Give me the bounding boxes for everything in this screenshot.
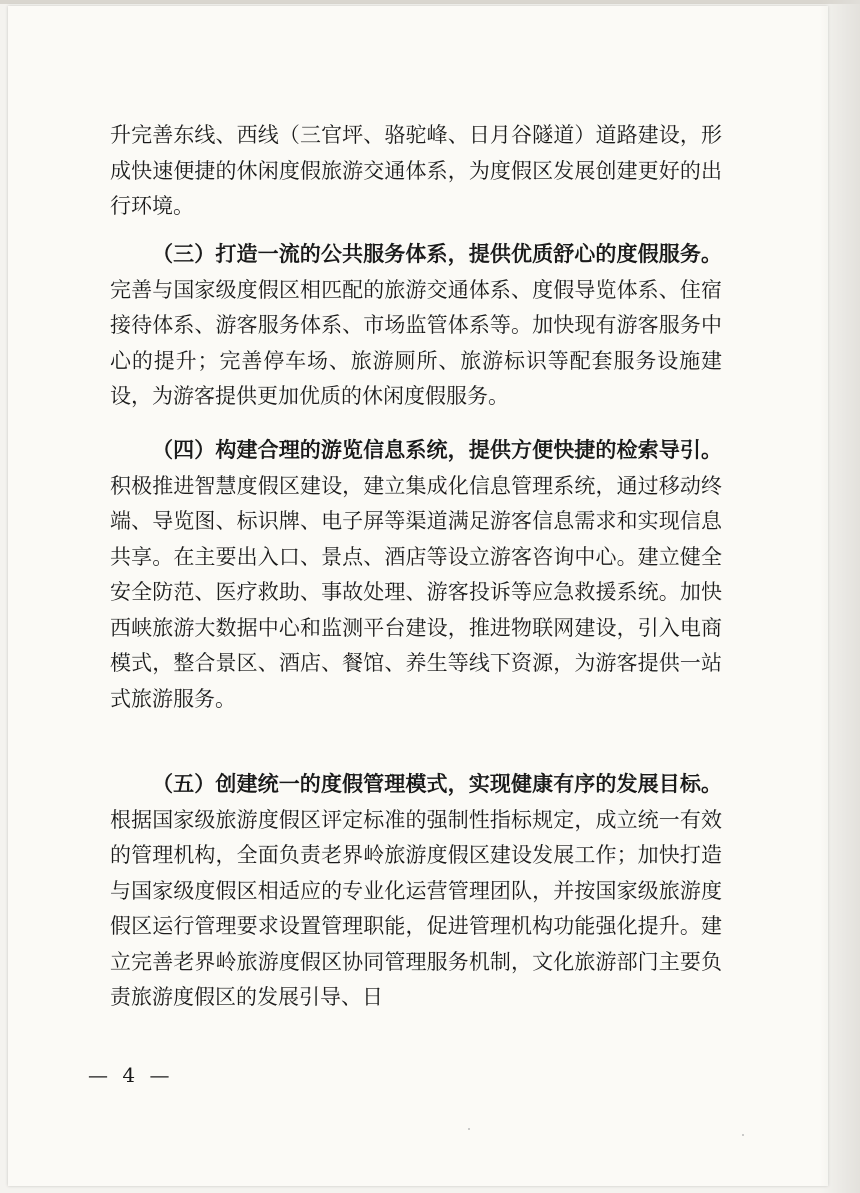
paragraph-public-service	[110, 236, 722, 415]
scan-speck	[742, 1134, 744, 1136]
paragraph-management-model	[110, 766, 722, 1016]
paragraph-text: 升完善东线、西线（三官坪、骆驼峰、日月谷隧道）道路建设，形成快速便捷的休闲度假旅游交通体系，为度假区发展创建更好的出行环境。	[110, 123, 722, 218]
paragraph-information-system	[110, 432, 722, 717]
scan-speck	[468, 1128, 470, 1130]
paragraph-text: 积极推进智慧度假区建设，建立集成化信息管理系统，通过移动终端、导览图、标识牌、电子屏等渠道满足游客信息需求和实现信息共享。在主要出入口、景点、酒店等设立游客咨询中心。建立健全安全防范、医疗救助、事故处理、游客投诉等应急救援系统。加快西峡旅游大数据中心和监测平台建设，推进物联网建设，引入电商模式，整合景区、酒店、餐馆、养生等线下资源，为游客提供一站式旅游服务。	[110, 473, 722, 711]
paragraph-heading: （三）打造一流的公共服务体系，提供优质舒心的度假服务。	[152, 241, 722, 266]
paragraph-text: 根据国家级旅游度假区评定标准的强制性指标规定，成立统一有效的管理机构，全面负责老界岭旅游度假区建设发展工作；加快打造与国家级度假区相适应的专业化运营管理团队，并按国家级旅游度假区运行管理要求设置管理职能，促进管理机构功能强化提升。建立完善老界岭旅游度假区协同管理服务机制，文化旅游部门主要负责旅游度假区的发展引导、日	[110, 807, 722, 1009]
scan-edge-shadow	[820, 0, 860, 1193]
paragraph-heading: （五）创建统一的度假管理模式，实现健康有序的发展目标。	[152, 771, 722, 796]
paragraph-text: 完善与国家级度假区相匹配的旅游交通体系、度假导览体系、住宿接待体系、游客服务体系、市场监管体系等。加快现有游客服务中心的提升；完善停车场、旅游厕所、旅游标识等配套服务设施建设，为游客提供更加优质的休闲度假服务。	[110, 277, 722, 408]
paragraph-road-construction	[110, 118, 722, 225]
page-number: — 4 —	[88, 1063, 174, 1087]
scan-top-edge	[0, 0, 860, 4]
paragraph-heading: （四）构建合理的游览信息系统，提供方便快捷的检索导引。	[152, 437, 722, 462]
